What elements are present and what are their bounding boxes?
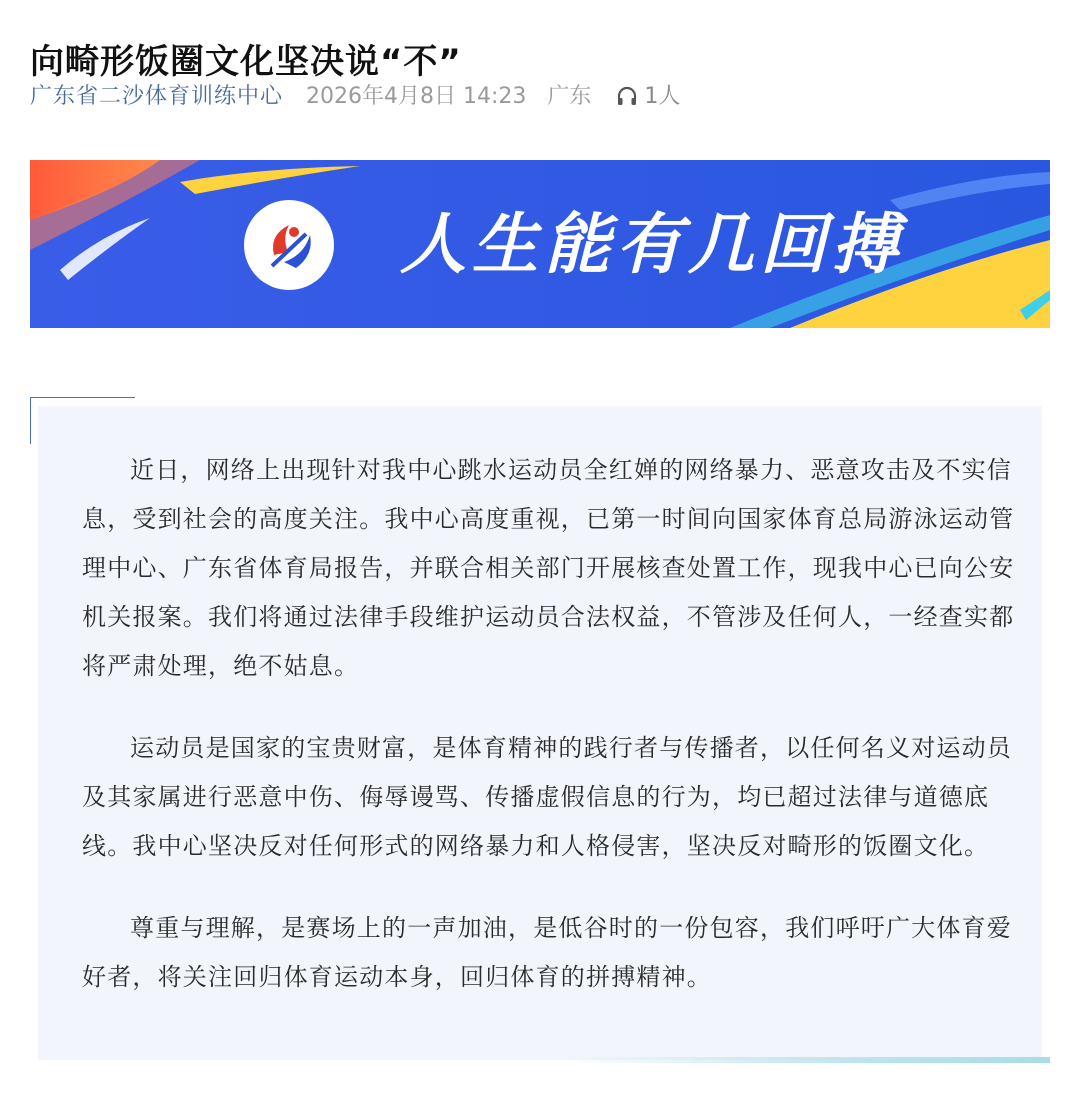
article-meta	[30, 80, 1050, 114]
author-link[interactable]: 广东省二沙体育训练中心	[30, 84, 284, 109]
listen-button[interactable]	[616, 80, 680, 114]
banner-image	[30, 160, 1050, 328]
paragraph: 尊重与理解，是赛场上的一声加油，是低谷时的一份包容，我们呼吁广大体育爱好者，将关注回归体育运动本身，回归体育的拼搏精神。	[82, 914, 1012, 991]
article-body	[82, 446, 1030, 1035]
decorative-divider	[560, 1057, 1050, 1063]
publish-region: 广东	[547, 84, 592, 109]
paragraph: 运动员是国家的宝贵财富，是体育精神的践行者与传播者，以任何名义对运动员及其家属进行恶意中伤、侮辱谩骂、传播虚假信息的行为，均已超过法律与道德底线。我中心坚决反对任何形式的网络暴力和人格侵害，坚决反对畸形的饭圈文化。	[82, 734, 1012, 860]
paragraph: 近日，网络上出现针对我中心跳水运动员全红婵的网络暴力、恶意攻击及不实信息，受到社会的高度关注。我中心高度重视，已第一时间向国家体育总局游泳运动管理中心、广东省体育局报告，并联合相关部门开展核查处置工作，现我中心已向公安机关报案。我们将通过法律手段维护运动员合法权益，不管涉及任何人，一经查实都将严肃处理，绝不姑息。	[82, 456, 1015, 680]
headphones-icon	[616, 85, 638, 107]
publish-date: 2026年4月8日 14:23	[306, 84, 527, 109]
sports-center-logo-icon	[244, 200, 334, 290]
banner-slogan: 人生能有几回搏	[400, 206, 904, 283]
listener-count: 1人	[644, 84, 681, 109]
article-title: 向畸形饭圈文化坚决说“不”	[30, 41, 462, 82]
